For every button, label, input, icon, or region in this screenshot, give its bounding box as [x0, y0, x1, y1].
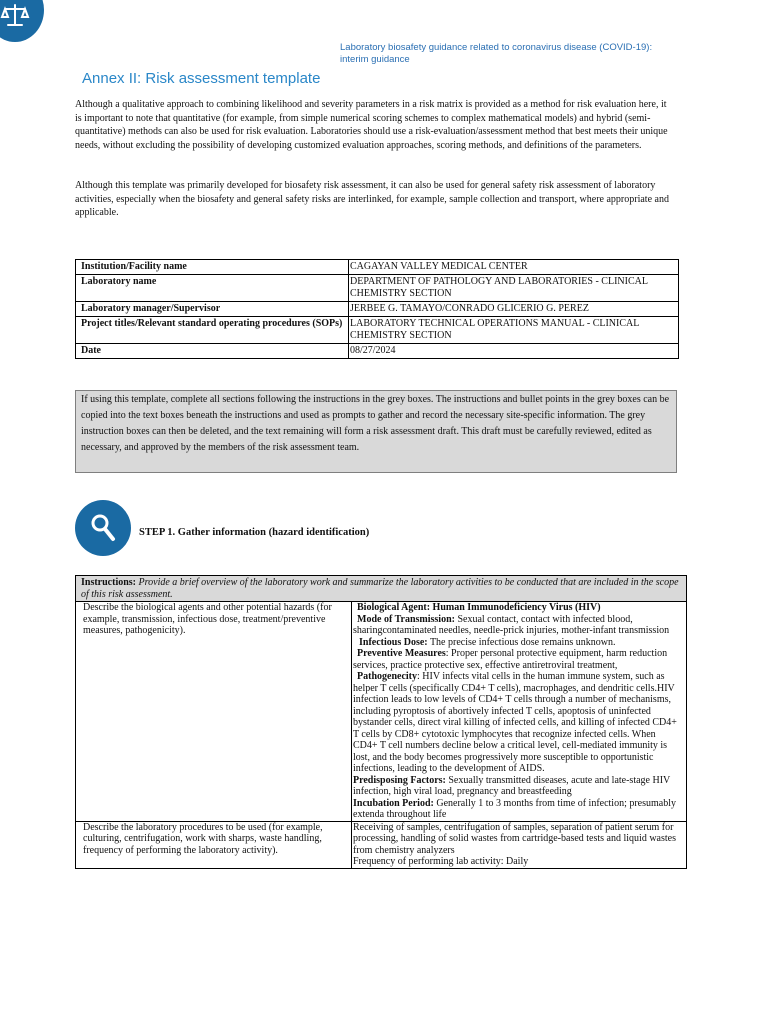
info-label: Date [76, 344, 349, 359]
info-label: Institution/Facility name [76, 260, 349, 275]
info-value: 08/27/2024 [349, 344, 679, 359]
table-row [76, 576, 687, 602]
magnifier-icon [89, 512, 117, 542]
instructions-text: Provide a brief overview of the laboratory work and summarize the laboratory activities to be conducted that are included in the scope of this risk assessment. [81, 577, 679, 600]
scales-of-justice-icon [2, 4, 28, 30]
document-reference: Laboratory biosafety guidance related to coronavirus disease (COVID-19): interim guidance [340, 42, 653, 65]
procedures-text: Receiving of samples, centrifugation of samples, separation of patient serum for processing, handling of solid wastes from cartridge-based tests and liquid wastes from chemistry analyzers [353, 821, 676, 856]
infectious-dose: Infectious Dose: The precise infectious dose remains unknown. [359, 636, 616, 648]
instructions-cell [76, 576, 687, 602]
mode-of-transmission: Mode of Transmission: Sexual contact, contact with infected blood, sharingcontaminated needles, needle-prick injuries, mother-infant transmission [353, 613, 670, 636]
info-value: JERBEE G. TAMAYO/CONRADO GLICERIO G. PEREZ [349, 302, 679, 317]
info-label: Project titles/Relevant standard operating procedures (SOPs) [76, 317, 349, 344]
incubation-period: Incubation Period: Generally 1 to 3 months from time of infection; presumably extenda throughout life [353, 797, 677, 820]
table-row [76, 302, 679, 317]
logo [0, 0, 44, 42]
table-row [76, 344, 679, 359]
predisposing-factors: Predisposing Factors: Sexually transmitted diseases, acute and late-stage HIV infection, high viral load, pregnancy and breastfeeding [353, 774, 671, 797]
step1-title: STEP 1. Gather information (hazard identification) [139, 527, 370, 538]
preventive-measures: Preventive Measures: Proper personal protective equipment, harm reduction services, practice protective sex, effective antiretroviral treatment, [353, 648, 668, 671]
info-value: CAGAYAN VALLEY MEDICAL CENTER [349, 260, 679, 275]
question-cell: Describe the biological agents and other potential hazards (for example, transmission, infectious dose, treatment/preventive measures, pathogenicity). [76, 602, 352, 822]
step1-badge [75, 500, 131, 556]
info-value: LABORATORY TECHNICAL OPERATIONS MANUAL - CLINICAL CHEMISTRY SECTION [349, 317, 679, 344]
table-row [76, 602, 687, 822]
table-row [76, 317, 679, 344]
facility-info-table [75, 259, 679, 359]
grey-instruction-box: If using this template, complete all sections following the instructions in the grey boxes. The instructions and bullet points in the grey boxes can be copied into the text boxes beneath the instructions and used as prompts to gather and record the necessary site-specific information. The grey instruction boxes can then be deleted, and the text remaining will form a risk assessment draft. This draft must be carefully reviewed, edited as necessary, and approved by the members of the risk assessment team. [75, 390, 677, 473]
pathogenicity: Pathogenecity: HIV infects vital cells in the human immune system, such as helper T cells (specifically CD4+ T cells), macrophages, and dendritic cells.HIV infection leads to low levels of CD4+ T cells through a number of mechanisms, including pyroptosis of abortively infected T cells, apoptosis of uninfected bystander cells, direct viral killing of infected cells, and killing of infected CD4+ T cells by CD8+ cytotoxic lymphocytes that recognize infected cells. When CD4+ T cell numbers decline below a critical level, cell-mediated immunity is lost, and the body becomes progressively more susceptible to opportunistic infections, leading to the development of AIDS. [353, 671, 677, 774]
scope-paragraph: Although this template was primarily developed for biosafety risk assessment, it can also be used for general safety risk assessment of laboratory activities, especially when the biosafety and general safety risks are interlinked, for example, sample collection and transport, where appropriate and applicable. [75, 180, 669, 218]
hazard-identification-table [75, 575, 687, 869]
table-row [76, 821, 687, 868]
table-row [76, 260, 679, 275]
answer-cell [352, 821, 687, 868]
question-cell: Describe the laboratory procedures to be used (for example, culturing, centrifugation, work with sharps, waste handling, frequency of performing the laboratory activity). [76, 821, 352, 868]
biological-agent: Biological Agent: Human Immunodeficiency Virus (HIV) [357, 602, 601, 613]
frequency-text: Frequency of performing lab activity: Daily [353, 856, 529, 867]
info-label: Laboratory name [76, 275, 349, 302]
intro-paragraph: Although a qualitative approach to combining likelihood and severity parameters in a risk matrix is provided as a method for risk evaluation here, it is important to note that quantitative (for example, from simple numerical scoring schemes to complex mathematical models) and hybrid (semi-quantitative) methods can also be used for risk evaluation. Laboratories should use a risk-evaluation/assessment method that best meets their unique needs, without excluding the possibility of developing customized evaluation approaches, scoring methods, and definitions of the parameters. [75, 99, 668, 151]
annex-title: Annex II: Risk assessment template [82, 70, 321, 87]
table-row [76, 275, 679, 302]
info-value: DEPARTMENT OF PATHOLOGY AND LABORATORIES - CLINICAL CHEMISTRY SECTION [349, 275, 679, 302]
info-label: Laboratory manager/Supervisor [76, 302, 349, 317]
answer-cell [352, 602, 687, 822]
instructions-label: Instructions: [81, 577, 137, 588]
